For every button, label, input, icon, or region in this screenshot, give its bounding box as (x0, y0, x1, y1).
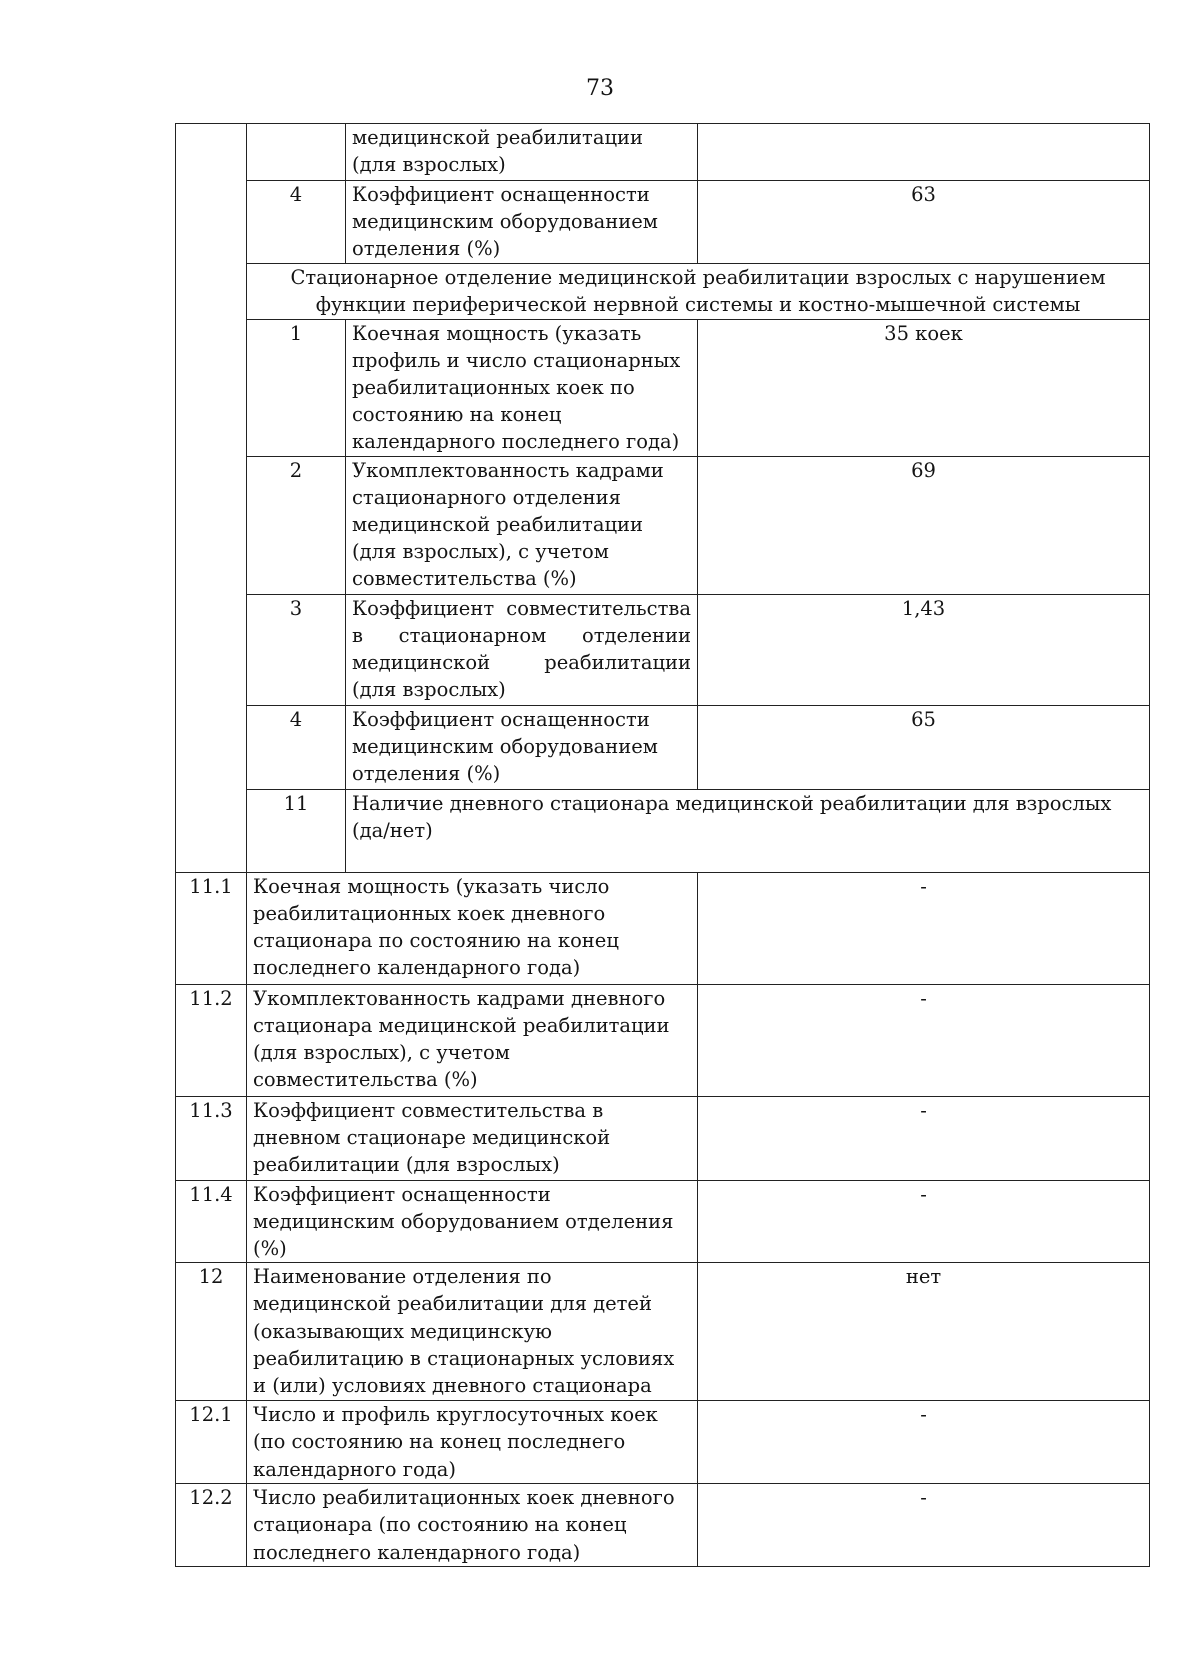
section-heading-row (176, 263, 1150, 319)
row-label: Наличие дневного стационара медицинской реабилитации для взрослых (да/нет) (346, 789, 1150, 872)
row-value: - (698, 1484, 1150, 1567)
table-row (176, 1180, 1150, 1263)
row-label: Коэффициент совместительства в дневном стационаре медицинской реабилитации (для взрослых) (247, 1096, 698, 1180)
table-row (176, 705, 1150, 789)
row-label: медицинской реабилитации (для взрослых) (346, 124, 698, 181)
row-number (247, 124, 346, 181)
table-row (176, 1484, 1150, 1567)
page-number: 73 (586, 76, 614, 101)
row-number: 11 (247, 789, 346, 872)
row-label: Число реабилитационных коек дневного стационара (по состоянию на конец последнего календарного года) (247, 1484, 698, 1567)
row-value: - (698, 1401, 1150, 1484)
row-label: Коечная мощность (указать число реабилитационных коек дневного стационара по состоянию на конец последнего календарного года) (247, 872, 698, 984)
table-row (176, 456, 1150, 594)
outer-number-cell (176, 124, 247, 873)
row-label: Укомплектованность кадрами дневного стационара медицинской реабилитации (для взрослых), с учетом совместительства (%) (247, 984, 698, 1096)
table-row (176, 1401, 1150, 1484)
row-number: 11.3 (176, 1096, 247, 1180)
row-number: 12.1 (176, 1401, 247, 1484)
table-row (176, 1263, 1150, 1401)
table-row (176, 1096, 1150, 1180)
table-row (176, 181, 1150, 264)
table-row (176, 984, 1150, 1096)
row-value: 35 коек (698, 319, 1150, 456)
row-number: 12.2 (176, 1484, 247, 1567)
row-value: нет (698, 1263, 1150, 1401)
table-row (176, 789, 1150, 872)
row-number: 2 (247, 456, 346, 594)
table-row (176, 872, 1150, 984)
table-row (176, 124, 1150, 181)
row-number: 11.4 (176, 1180, 247, 1263)
row-value: - (698, 1096, 1150, 1180)
row-label: Коэффициент оснащенности медицинским оборудованием отделения (%) (346, 705, 698, 789)
row-number: 1 (247, 319, 346, 456)
row-value: 69 (698, 456, 1150, 594)
row-number: 11.1 (176, 872, 247, 984)
table-row (176, 594, 1150, 705)
row-number: 4 (247, 705, 346, 789)
indicators-table (175, 123, 1150, 1567)
section-heading: Стационарное отделение медицинской реабилитации взрослых с нарушением функции периферической нервной системы и костно-мышечной системы (247, 263, 1150, 319)
row-label: Коэффициент совместительства в стационарном отделении медицинской реабилитации (для взрослых) (346, 594, 698, 705)
row-number: 4 (247, 181, 346, 264)
row-label: Укомплектованность кадрами стационарного отделения медицинской реабилитации (для взрослых), с учетом совместительства (%) (346, 456, 698, 594)
row-label: Коечная мощность (указать профиль и число стационарных реабилитационных коек по состоянию на конец календарного последнего года) (346, 319, 698, 456)
row-number: 11.2 (176, 984, 247, 1096)
row-label: Коэффициент оснащенности медицинским оборудованием отделения (%) (247, 1180, 698, 1263)
row-label: Коэффициент оснащенности медицинским оборудованием отделения (%) (346, 181, 698, 264)
row-value: 65 (698, 705, 1150, 789)
row-label: Наименование отделения по медицинской реабилитации для детей (оказывающих медицинскую реабилитацию в стационарных условиях и (или) условиях дневного стационара (247, 1263, 698, 1401)
row-number: 3 (247, 594, 346, 705)
row-value: - (698, 872, 1150, 984)
row-value (698, 124, 1150, 181)
row-number: 12 (176, 1263, 247, 1401)
row-value: - (698, 984, 1150, 1096)
row-value: - (698, 1180, 1150, 1263)
row-value: 63 (698, 181, 1150, 264)
row-value: 1,43 (698, 594, 1150, 705)
table-row (176, 319, 1150, 456)
row-label: Число и профиль круглосуточных коек (по состоянию на конец последнего календарного года) (247, 1401, 698, 1484)
